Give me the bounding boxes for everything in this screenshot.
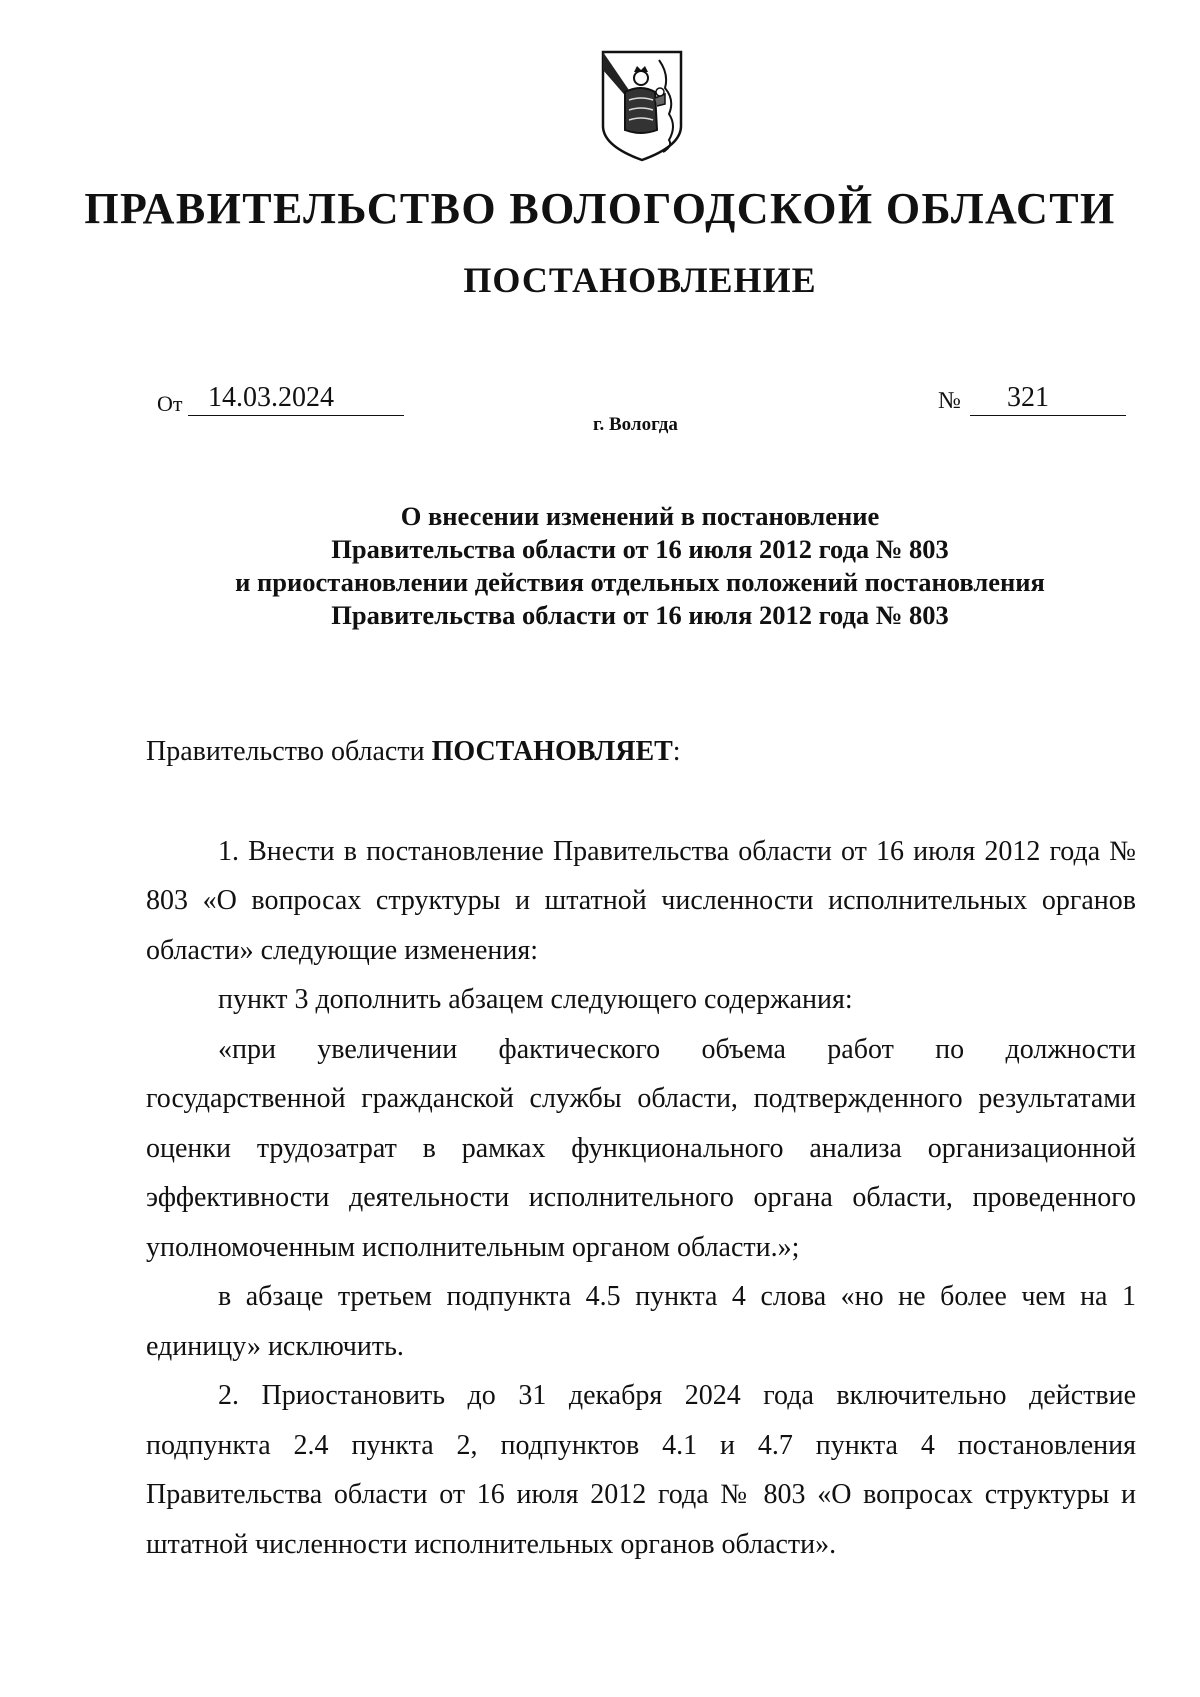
paragraph-2: пункт 3 дополнить абзацем следующего содержания: [218, 984, 853, 1015]
coat-of-arms-icon [599, 48, 685, 164]
city: г. Вологда [593, 414, 678, 435]
preamble [146, 727, 1136, 777]
paragraph-1: 1. Внести в постановление Правительства области от 16 июля 2012 года № 803 «О вопросах структуры и штатной численности исполнительных органов области» следующие изменения: [146, 835, 1136, 966]
document-type: ПОСТАНОВЛЕНИЕ [463, 260, 817, 300]
subject-line: Правительства области от 16 июля 2012 года № 803 [331, 534, 949, 564]
paragraph-3: «при увеличении фактического объема работ по должности государственной гражданской службы области, подтвержденного результатами оценки трудозатрат в рамках функционального анализа организационной эффективности деятельности исполнительного органа области, проведенного уполномоченным исполнительным органом области.»; [146, 1033, 1136, 1263]
subject-line: и приостановлении действия отдельных положений постановления [235, 567, 1045, 597]
document-number: 321 [970, 381, 1126, 416]
paragraph-5: 2. Приостановить до 31 декабря 2024 года включительно действие подпункта 2.4 пункта 2, подпунктов 4.1 и 4.7 пункта 4 постановления Правительства области от 16 июля 2012 года № 803 «О вопросах структуры и штатной численности исполнительных органов области». [146, 1380, 1136, 1560]
subject-line: О внесении изменений в постановление [400, 501, 880, 531]
organization-title: ПРАВИТЕЛЬСТВО ВОЛОГОДСКОЙ ОБЛАСТИ [84, 184, 1116, 233]
date-label: От [157, 391, 183, 416]
document-subject [60, 500, 1200, 632]
preamble-decree: ПОСТАНОВЛЯЕТ [431, 736, 673, 767]
preamble-text: Правительство области [146, 736, 432, 767]
preamble-colon: : [672, 736, 681, 767]
document-body [146, 727, 1136, 1569]
number-label: № [938, 388, 961, 414]
paragraph-4: в абзаце третьем подпункта 4.5 пункта 4 слова «но не более чем на 1 единицу» исключить. [146, 1281, 1136, 1362]
document-date: 14.03.2024 [188, 381, 404, 416]
subject-line: Правительства области от 16 июля 2012 года № 803 [331, 600, 949, 630]
